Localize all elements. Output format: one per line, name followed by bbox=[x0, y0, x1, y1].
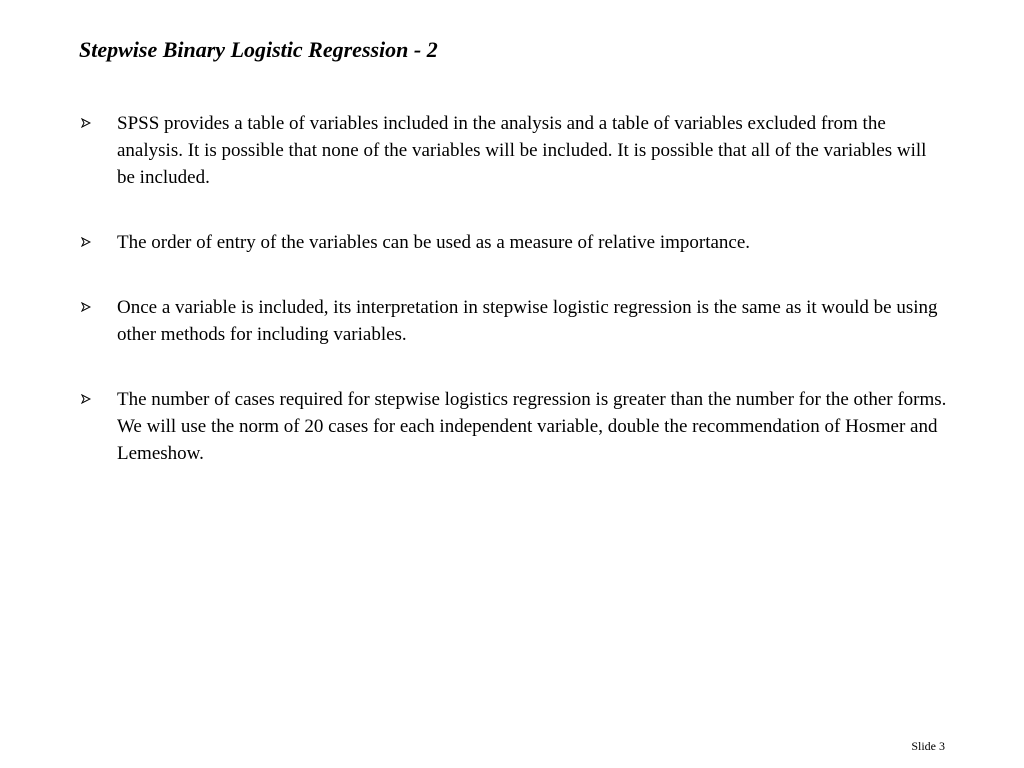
bullet-item bbox=[79, 110, 949, 191]
bullet-item bbox=[79, 294, 949, 348]
bullet-item bbox=[79, 386, 949, 467]
bullet-text: Once a variable is included, its interpretation in stepwise logistic regression is the same as it would be using other methods for including variables. bbox=[117, 297, 938, 345]
arrow-bullet-icon bbox=[81, 394, 91, 404]
bullet-text: The number of cases required for stepwise logistics regression is greater than the number for the other forms. We will use the norm of 20 cases for each independent variable, double the recommendation of Hosmer and Lemeshow. bbox=[117, 389, 947, 464]
bullet-item bbox=[79, 229, 949, 256]
arrow-bullet-icon bbox=[81, 118, 91, 128]
arrow-bullet-icon bbox=[81, 302, 91, 312]
bullet-text: SPSS provides a table of variables included in the analysis and a table of variables excluded from the analysis. It is possible that none of the variables will be included. It is possible that all of the variables will be included. bbox=[117, 113, 927, 188]
bullet-list bbox=[79, 110, 949, 505]
slide-title: Stepwise Binary Logistic Regression - 2 bbox=[79, 37, 438, 62]
slide-number: Slide 3 bbox=[911, 739, 945, 753]
bullet-text: The order of entry of the variables can be used as a measure of relative importance. bbox=[117, 232, 751, 253]
arrow-bullet-icon bbox=[81, 237, 91, 247]
